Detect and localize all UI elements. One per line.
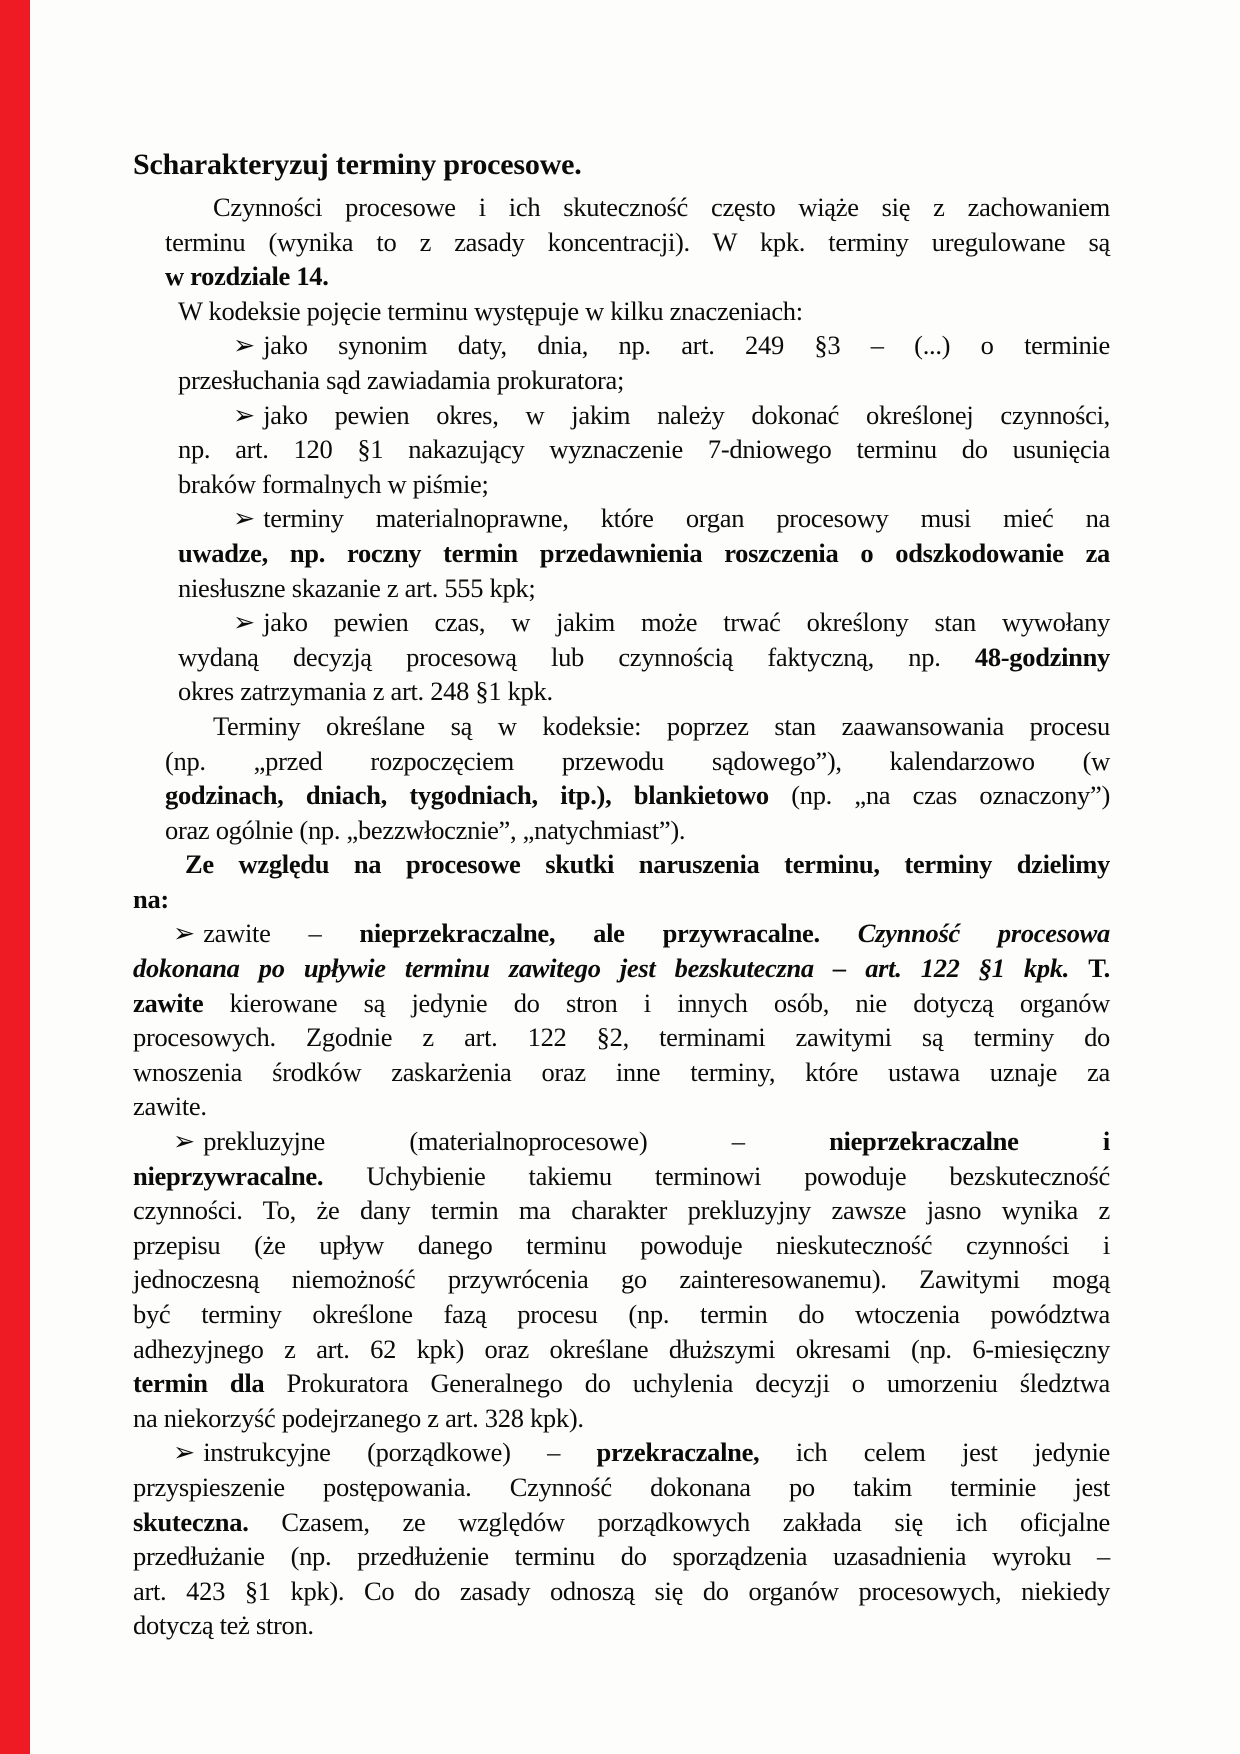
text-line	[133, 674, 1110, 709]
text-segment: Czasem, ze względów porządkowych zakłada się ich oficjalne	[248, 1506, 1110, 1537]
text-segment: terminu (wynika to z zasady koncentracji). W kpk. terminy uregulowane są	[165, 226, 1110, 257]
text-line	[133, 882, 1110, 917]
text-line	[133, 1055, 1110, 1090]
document-body	[133, 145, 1110, 1643]
text-line	[133, 467, 1110, 502]
text-segment: dokonana po upływie terminu zawitego jest bezskuteczna – art. 122 §1 kpk.	[133, 953, 1070, 984]
text-line	[133, 744, 1110, 779]
text-segment: uwadze, np. roczny termin przedawnienia roszczenia o odszkodowanie za	[178, 537, 1110, 568]
meanings-lead-paragraph	[133, 294, 1110, 329]
text-segment: skuteczna.	[133, 1506, 249, 1537]
text-line	[133, 1470, 1110, 1505]
text-line	[133, 328, 1110, 363]
text-segment: przedłużanie (np. przedłużenie terminu do sporządzenia uzasadnienia wyroku –	[133, 1541, 1110, 1572]
bullet-arrow-icon: ➢	[173, 918, 196, 949]
text-segment: np. art. 120 §1 nakazujący wyznaczenie 7-dniowego terminu do usunięcia	[178, 434, 1110, 465]
text-segment: Czynności procesowe i ich skuteczność często wiąże się z zachowaniem	[213, 192, 1110, 222]
text-segment: (np. „na czas oznaczony”)	[768, 780, 1110, 811]
text-line	[133, 190, 1110, 225]
division-lead-paragraph	[133, 847, 1110, 916]
text-segment: przepisu (że upływ danego terminu powoduje nieskuteczność czynności i	[133, 1229, 1110, 1260]
text-segment: na niekorzyść podejrzanego z art. 328 kpk).	[133, 1402, 584, 1433]
text-segment: przyspieszenie postępowania. Czynność dokonana po takim terminie jest	[133, 1471, 1110, 1502]
text-line	[133, 778, 1110, 813]
bullet-meaning-state	[133, 605, 1110, 709]
text-segment: godzinach, dniach, tygodniach, itp.), blankietowo	[165, 780, 769, 811]
text-segment: T.	[1088, 953, 1110, 984]
text-segment: dotyczą też stron.	[133, 1610, 314, 1641]
text-line	[133, 363, 1110, 398]
text-segment: Uchybienie takiemu terminowi powoduje bezskuteczność	[323, 1160, 1110, 1191]
bullet-meaning-material	[133, 501, 1110, 605]
bullet-arrow-icon: ➢	[173, 1126, 196, 1157]
text-line	[133, 1193, 1110, 1228]
text-segment: 48-godzinny	[974, 641, 1110, 672]
bullet-arrow-icon: ➢	[173, 1437, 196, 1468]
text-line	[133, 1539, 1110, 1574]
text-line	[133, 986, 1110, 1021]
text-segment: w rozdziale 14.	[165, 261, 329, 292]
text-segment: prekluzyjne (materialnoprocesowe) –	[203, 1126, 830, 1157]
text-line	[133, 536, 1110, 571]
text-segment: jako pewien czas, w jakim może trwać określony stan wywołany	[263, 607, 1110, 638]
text-line	[133, 1332, 1110, 1367]
text-line	[133, 1089, 1110, 1124]
text-line	[133, 259, 1110, 294]
text-segment: Prokuratora Generalnego do uchylenia decyzji o umorzeniu śledztwa	[264, 1368, 1111, 1399]
text-line	[133, 847, 1110, 882]
text-segment: kierowane są jedynie do stron i innych osób, nie dotyczą organów	[203, 987, 1110, 1018]
text-segment: terminy materialnoprawne, które organ procesowy musi mieć na	[263, 503, 1110, 534]
text-segment: ich celem jest jedynie	[759, 1437, 1110, 1468]
text-line	[133, 294, 1110, 329]
text-segment: niesłuszne skazanie z art. 555 kpk;	[178, 572, 536, 603]
text-line	[133, 1228, 1110, 1263]
text-segment: być terminy określone fazą procesu (np. termin do wtoczenia powództwa	[133, 1299, 1110, 1329]
text-line	[133, 571, 1110, 606]
text-line	[133, 951, 1110, 986]
text-segment: Terminy określane są w kodeksie: poprzez stan zaawansowania procesu	[213, 710, 1110, 741]
text-segment: braków formalnych w piśmie;	[178, 468, 489, 499]
text-line	[133, 813, 1110, 848]
text-line	[133, 916, 1110, 951]
text-line	[133, 1505, 1110, 1540]
text-line	[133, 225, 1110, 260]
text-segment: adhezyjnego z art. 62 kpk) oraz określane dłuższymi okresami (np. 6-miesięczny	[133, 1333, 1110, 1364]
text-segment: jako synonim daty, dnia, np. art. 249 §3 – (...) o terminie	[263, 330, 1110, 361]
text-line	[133, 1435, 1110, 1470]
text-segment: termin dla	[133, 1368, 265, 1399]
text-segment: wydaną decyzją procesową lub czynnością faktyczną, np.	[178, 641, 975, 672]
text-segment	[1069, 953, 1088, 983]
text-segment: okres zatrzymania z art. 248 §1 kpk.	[178, 676, 553, 707]
text-segment: art. 423 §1 kpk). Co do zasady odnoszą się do organów procesowych, niekiedy	[133, 1575, 1110, 1606]
text-line	[133, 1608, 1110, 1643]
bullet-arrow-icon: ➢	[233, 503, 256, 534]
text-segment: procesowych. Zgodnie z art. 122 §2, terminami zawitymi są terminy do	[133, 1022, 1110, 1053]
red-edge-bar	[0, 0, 30, 1754]
text-segment: Scharakteryzuj terminy procesowe.	[133, 148, 582, 181]
bullet-meaning-date	[133, 328, 1110, 397]
text-segment: przesłuchania sąd zawiadamia prokuratora;	[178, 364, 625, 395]
text-segment: nieprzywracalne.	[133, 1160, 324, 1191]
text-segment	[820, 918, 858, 948]
text-line	[133, 1020, 1110, 1055]
bullet-zawite	[133, 916, 1110, 1124]
bullet-instrukcyjne	[133, 1435, 1110, 1643]
bullet-arrow-icon: ➢	[233, 399, 256, 430]
text-line	[133, 1159, 1110, 1194]
text-segment: wnoszenia środków zaskarżenia oraz inne terminy, które ustawa uznaje za	[133, 1056, 1110, 1087]
text-segment: zawite.	[133, 1091, 207, 1122]
text-line	[133, 640, 1110, 675]
text-line	[133, 1574, 1110, 1609]
text-segment: Czynność procesowa	[857, 918, 1110, 949]
text-line	[133, 1401, 1110, 1436]
text-segment: na:	[133, 883, 169, 914]
text-segment: czynności. To, że dany termin ma charakter prekluzyjny zawsze jasno wynika z	[133, 1195, 1110, 1226]
text-line	[133, 398, 1110, 433]
text-segment: instrukcyjne (porządkowe) –	[203, 1437, 597, 1468]
text-segment: zawite –	[203, 918, 360, 949]
text-segment: Ze względu na procesowe skutki naruszenia terminu, terminy dzielimy	[185, 849, 1110, 880]
document-title	[133, 145, 1110, 185]
intro-paragraph	[133, 190, 1110, 294]
bullet-arrow-icon: ➢	[233, 330, 256, 361]
text-line	[133, 605, 1110, 640]
text-line	[133, 501, 1110, 536]
text-segment: przekraczalne,	[596, 1437, 760, 1468]
text-line	[133, 145, 1110, 185]
text-line	[133, 432, 1110, 467]
text-segment: W kodeksie pojęcie terminu występuje w kilku znaczeniach:	[178, 295, 803, 326]
text-segment: oraz ogólnie (np. „bezzwłocznie”, „natychmiast”).	[165, 814, 686, 845]
text-line	[133, 1297, 1110, 1332]
text-segment: jednoczesną niemożność przywrócenia go zainteresowanemu). Zawitymi mogą	[133, 1264, 1110, 1295]
text-line	[133, 709, 1110, 744]
text-line	[133, 1366, 1110, 1401]
text-segment: nieprzekraczalne, ale przywracalne.	[359, 918, 820, 949]
text-segment: nieprzekraczalne i	[829, 1126, 1110, 1157]
determination-paragraph	[133, 709, 1110, 847]
text-segment: (np. „przed rozpoczęciem przewodu sądowego”), kalendarzowo (w	[165, 745, 1110, 776]
text-segment: jako pewien okres, w jakim należy dokonać określonej czynności,	[263, 399, 1110, 430]
bullet-prekluzyjne	[133, 1124, 1110, 1435]
document-page	[133, 145, 1110, 1643]
bullet-meaning-period	[133, 398, 1110, 502]
text-line	[133, 1262, 1110, 1297]
bullet-arrow-icon: ➢	[233, 607, 256, 638]
text-line	[133, 1124, 1110, 1159]
text-segment: zawite	[133, 987, 204, 1018]
